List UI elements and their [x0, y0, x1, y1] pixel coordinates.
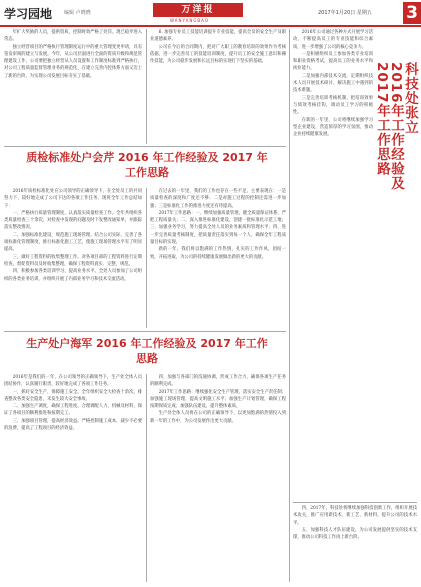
- paragraph: 新的一年，我们将以饱满的工作热情，扎实的工作作风，团结一致，开拓进取，为公司的持续健康发展做出新的更大的贡献。: [150, 247, 286, 260]
- column-divider: [289, 29, 290, 582]
- paragraph: 独立经营项目的严格执行管理制度运行中的重大管理变更申请，具有签发审阅的建立与发展。今年，从公司层面进行全面的资质升级和规范管理建设工作，公司要把独立经营从人员设置和工作制度标准到严格执行，对公司工程质量监督管理业务的规范化，在建立完善内控体系方面又迈上了新的台阶，为实现公司发展目标夯实了基础。: [4, 44, 142, 79]
- section-title: 学习园地: [4, 7, 53, 21]
- article2-col1: [4, 374, 142, 582]
- paragraph: 二、加强生产调度，确保工程进度。合理调配人力、机械及材料，保证了各项目的顺利推进和按期完工。: [4, 404, 142, 417]
- newspaper-logo: 万洋报: [153, 3, 243, 17]
- paragraph: 生产处全体人员将在公司的正确领导下，以更加饱满的热情投入到新一年的工作中，为公司发展作出更大贡献。: [150, 411, 286, 424]
- paragraph: 一是积极组织员工参加各类专业培训和职业资格考试，提高员工的业务水平和执业能力。: [293, 51, 373, 72]
- paragraph: 年扩大奖励的人员，提供资质，控制时效严格了处罚。现已稳步进入常态。: [4, 30, 142, 43]
- paragraph: 2017年工作思路：一、继续加强质量管理，健全质量保证体系，严把工程质量关；二、深入推进标准化建设，创建一批标准化示范工地；三、加强业务学习，努力提高全处人员的业务素质和管理水平；四、进一步完善质量考核制度，把质量责任落实到每一个人，确保全年工程质量目标的实现。: [150, 210, 286, 246]
- article1-col2: [150, 188, 286, 328]
- paragraph: 三是完善培训考核机制，把培训效果与绩效考核挂钩，调动员工学习的积极性。: [293, 95, 373, 116]
- vertical-title-line: 2017年工作思路: [374, 62, 390, 177]
- section-divider: [4, 331, 286, 332]
- editor-credit: 编辑 卢晓晓: [64, 10, 91, 16]
- paragraph: 在过去的一年里，我们的工作也存在一些不足，主要表现在：一是质量检查的深度和广度还不够；二是对施工过程的控制还需进一步加强；三是标准化工作的推进力度还有待提高。: [150, 189, 286, 209]
- issue-date: 2017年1月20日 星期五: [318, 10, 372, 16]
- paragraph: 一、抓好安全生产，保障施工安全。全年组织安全大检查十余次，排查整改各类安全隐患，未发生较大安全事故。: [4, 389, 142, 402]
- paragraph: 二是加强内部技术交流，定期组织技术人员开展技术研讨，解决施工中遇到的技术难题。: [293, 73, 373, 94]
- column-divider: [146, 374, 147, 582]
- paragraph: 2017年工作思路：继续强化安全生产管理，落实安全生产责任制；加强施工现场管理，提高文明施工水平；加强生产计划管理，确保工程按期保质完成；加强队伍建设，提升整体素质。: [150, 389, 286, 410]
- paragraph: 6. 加强专业员工技能培训提升专业技能，提高全员的安全生产及职业道德素养。: [150, 30, 286, 43]
- paragraph: 三、做好工程资料的收集整理工作。对各项目部的工程资料进行定期检查，督促资料员及时收集整理，确保工程资料真实、完整、规范。: [4, 254, 142, 267]
- paragraph: 二、加强标准化建设，规范施工现场管理。结合公司实际，完善了各项标准化管理制度，推行标准化施工工艺，使施工现场管理水平有了明显提高。: [4, 232, 142, 253]
- paragraph: 公司在今后的合同期内，把对广大职工的教育培训的效果作为考核依据，进一步完善员工的技能培训制度，提升员工的安全施工意识和操作技能，为公司稳步发展和长远目标的实现打下坚实的基础。: [150, 44, 286, 65]
- page-header: [0, 0, 421, 27]
- paragraph: 四、积极参加各类培训学习，提高业务水平。全处人员参加了公司组织的各类业务培训，并组织开展了内部业务学习和技术交流活动。: [4, 269, 142, 282]
- right-column-text-lower: [376, 318, 416, 498]
- paragraph: 2016年质检标准化处在公司领导的正确领导下，在全处员工的共同努力下，较好地完成了公司下达的各项工作任务，现将全年工作总结如下：: [4, 189, 142, 209]
- column-divider: [146, 29, 147, 144]
- section-divider: [293, 502, 417, 503]
- bottom-right-text: [293, 505, 417, 582]
- vertical-title-line: 科技处张立: [402, 62, 418, 135]
- top-left-text: [4, 29, 142, 144]
- paragraph: 在新的一年里，公司将继续加强学习型企业建设，营造浓厚的学习氛围，推动企业持续健康发展。: [293, 117, 373, 138]
- paragraph: 四、2017年，科技处将继续加强科技创新工作，组织开展技术攻关，推广应用新技术、新工艺、新材料，提升公司的技术水平。: [293, 506, 417, 526]
- paragraph: 五、加强科技人才队伍建设，为公司发展提供坚实的技术支撑，推动公司科技工作再上新台阶。: [293, 527, 417, 541]
- paragraph: 一、严格执行质量管理制度，认真落实质量检查工作。全年共组织各类质量检查三十余次，对检查中发现的问题及时下发整改通知单，并跟踪落实整改情况。: [4, 210, 142, 231]
- article-title: 质检标准处户会芹 2016 年工作经验及 2017 年工作思路: [26, 151, 268, 179]
- vertical-article-title: [376, 62, 416, 312]
- paragraph: 2016年公司通过各种方式开展学习活动，不断提高员工的专业技能和综合素质，进一步增强了公司的核心竞争力。: [293, 30, 373, 50]
- right-column-text: [293, 29, 373, 499]
- paragraph: 2016年是我们的一年，在公司领导的正确领导下，生产处全体人员团结协作，认真履行职责，较好地完成了各项工作任务。: [4, 375, 142, 388]
- top-right-text: [150, 29, 286, 144]
- article2-col2: [150, 374, 286, 582]
- page-number: 3: [403, 2, 421, 24]
- article-title: 生产处户海军 2016 年工作经验及 2017 年工作思路: [26, 337, 268, 365]
- vertical-title-line: 2016年工作经验及: [388, 62, 404, 191]
- article1-col1: [4, 188, 142, 328]
- section-divider: [4, 146, 286, 147]
- column-divider: [146, 188, 147, 328]
- paragraph: 四、加强与各部门的沟通协调，形成工作合力，确保各项生产任务的顺利完成。: [150, 375, 286, 388]
- paragraph: 三、加强项目管理，提高经济效益。严格控制施工成本，减少不必要的浪费，提高了工程项目的经济效益。: [4, 418, 142, 432]
- newspaper-logo-sub: WANYANGBAO: [170, 18, 209, 23]
- header-rule: [0, 25, 421, 27]
